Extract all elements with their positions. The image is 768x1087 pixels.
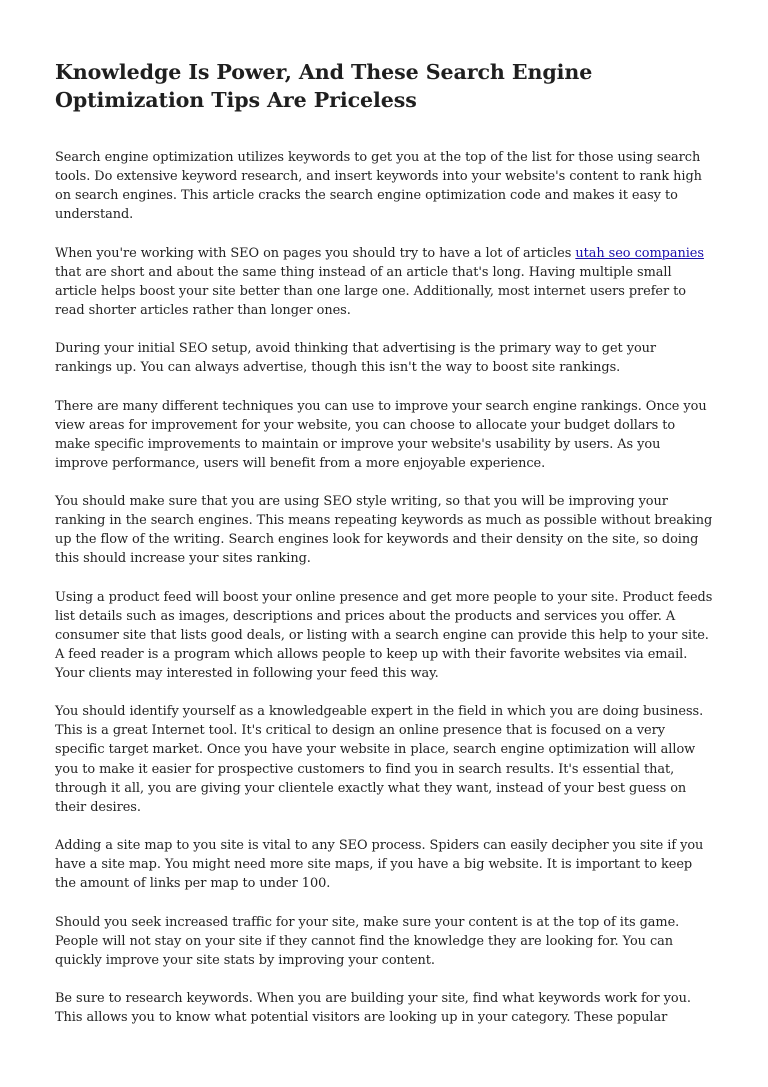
- paragraph-1: Search engine optimization utilizes keywords to get you at the top of the list for those using search tools. Do extensive keyword research, and insert keywords into your website's content to rank high on search engines. This article cracks the search engine optimization code and makes it easy to understand.: [55, 150, 702, 223]
- paragraph-5: You should make sure that you are using SEO style writing, so that you will be improving your ranking in the search engines. This means repeating keywords as much as possible without breaking up the flow of the writing. Search engines look for keywords and their density on the site, so doing this should increase your sites ranking.: [55, 494, 713, 567]
- document-title: Knowledge Is Power, And These Search Engine Optimization Tips Are Priceless: [55, 60, 593, 112]
- paragraph-10: Be sure to research keywords. When you are building your site, find what keywords work for you. This allows you to know what potential visitors are looking up in your category. These popular: [55, 990, 691, 1026]
- document-page: [55, 58, 713, 1046]
- paragraph-7: You should identify yourself as a knowledgeable expert in the field in which you are doing business. This is a great Internet tool. It's critical to design an online presence that is focused on a very specific target market. Once you have your website in place, search engine optimization will allow you to make it easier for prospective customers to find you in search results. It's essential that, through it all, you are giving your clientele exactly what they want, instead of your best guess on their desires.: [55, 704, 704, 815]
- paragraph-3: During your initial SEO setup, avoid thinking that advertising is the primary way to get your rankings up. You can always advertise, though this isn't the way to boost site rankings.: [55, 341, 657, 376]
- paragraph-2-text-before: When you're working with SEO on pages you should try to have a lot of articles: [55, 245, 576, 261]
- utah-seo-companies-link[interactable]: utah seo companies: [575, 245, 704, 261]
- paragraph-2: [55, 244, 713, 320]
- paragraph-2-text-after: that are short and about the same thing instead of an article that's long. Having multiple small article helps boost your site better than one large one. Additionally, most internet users prefer to read shorter articles rather than longer ones.: [55, 264, 687, 318]
- paragraph-6: Using a product feed will boost your online presence and get more people to your site. Product feeds list details such as images, descriptions and prices about the products and services you offer. A consumer site that lists good deals, or listing with a search engine can provide this help to your site. A feed reader is a program which allows people to keep up with their favorite websites via email. Your clients may interested in following your feed this way.: [55, 589, 713, 681]
- paragraph-4: There are many different techniques you can use to improve your search engine rankings. Once you view areas for improvement for your website, you can choose to allocate your budget dollars to make specific improvements to maintain or improve your website's usability by users. As you improve performance, users will benefit from a more enjoyable experience.: [55, 398, 707, 471]
- paragraph-9: Should you seek increased traffic for your site, make sure your content is at the top of its game. People will not stay on your site if they cannot find the knowledge they are looking for. You can quickly improve your site stats by improving your content.: [55, 914, 680, 968]
- paragraph-8: Adding a site map to you site is vital to any SEO process. Spiders can easily decipher you site if you have a site map. You might need more site maps, if you have a big website. It is important to keep the amount of links per map to under 100.: [55, 838, 704, 892]
